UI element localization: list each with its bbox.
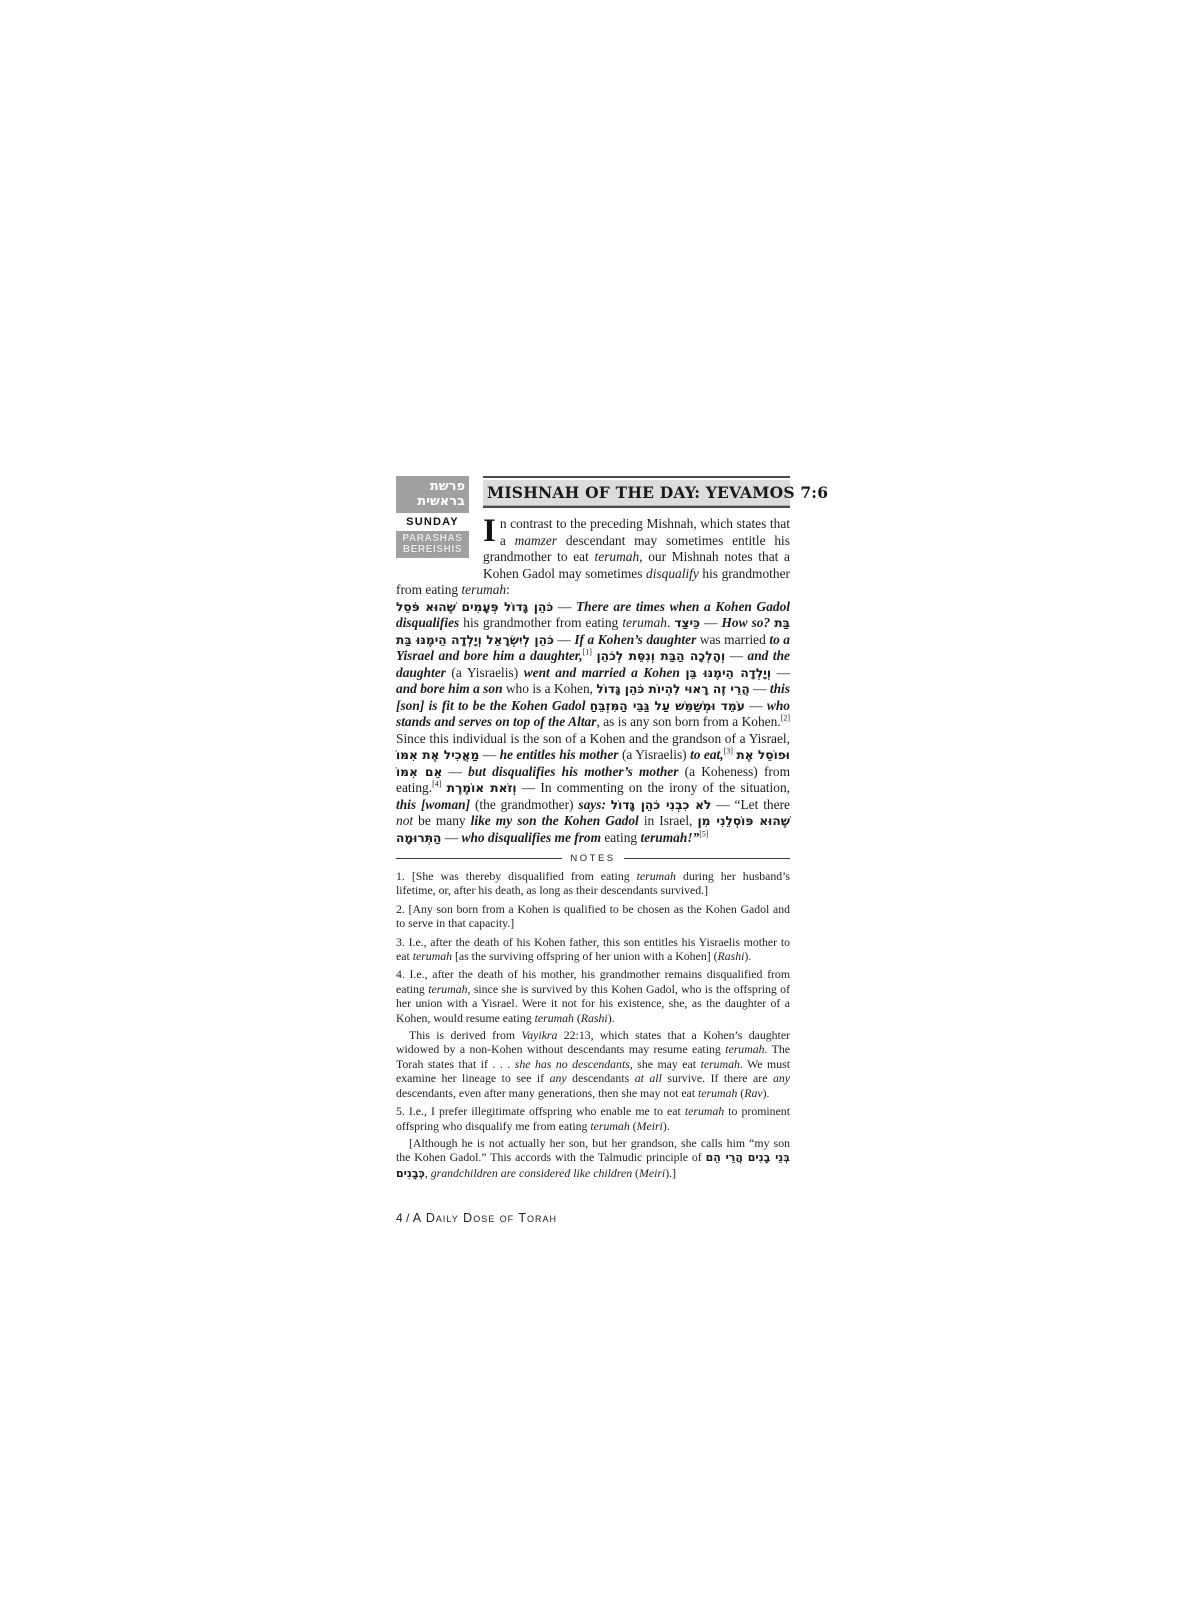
footer-book-title: A Daily Dose of Torah [412, 1211, 558, 1226]
note-item-5-continuation: [Although he is not actually her son, but her grandson, she calls him “my son the Kohen Gadol.” This accords with the Talmudic principle of בְּנֵי בָנִים הֲרֵי הֵם כְּבָנִים, grandchildren are considered like children (Meiri).] [396, 1135, 790, 1180]
parashah-english-box [396, 531, 469, 558]
notes-label: NOTES [570, 853, 616, 864]
note-item-1: 1. [She was thereby disqualified from eating terumah during her husband’s lifetime, or, after his death, as long as their descendants survived.] [396, 869, 790, 898]
footer-separator: / [402, 1211, 413, 1226]
page-content [396, 476, 829, 1226]
note-item-4: 4. I.e., after the death of his mother, his grandmother remains disqualified from eating terumah, since she is survived by this Kohen Gadol, who is the offspring of her union with a Yisrael. Were it not for his existence, she, as the daughter of a Kohen, would resume eating terumah (Rashi). [396, 967, 791, 1025]
notes-divider [396, 853, 790, 864]
parashah-english-line1: PARASHAS [402, 533, 463, 544]
parashah-hebrew-line2: בראשית [417, 494, 465, 509]
footer-page-number: 4 [396, 1211, 403, 1226]
notes-divider-rule-right [624, 858, 790, 859]
parashah-hebrew-line1: פרשת [429, 479, 465, 494]
drop-cap: I [483, 513, 496, 549]
note-item-2: 2. [Any son born from a Kohen is qualified to be chosen as the Kohen Gadol and to serve in that capacity.] [396, 901, 790, 931]
note-item-3: 3. I.e., after the death of his Kohen father, this son entitles his Yisraelis mother to eat terumah [as the surviving offspring of her union with a Kohen] (Rashi). [396, 934, 790, 964]
note-item-4-continuation: This is derived from Vayikra 22:13, which states that a Kohen’s daughter widowed by a non-Kohen without descendants may resume eating terumah. The Torah states that if . . . she has no descendants, she may eat terumah. We must examine her lineage to see if any descendants at all survive. If there are any descendants, even after many generations, then she may not eat terumah (Rav). [396, 1028, 790, 1100]
sidebar [396, 476, 469, 580]
day-label: SUNDAY [406, 516, 459, 528]
mishnah-translation-paragraph: כֹּהֵן גָּדוֹל פְּעָמִים שֶׁהוּא פֹּסֵל — There are times when a Kohen Gadol disqualifies his grandmother from eating terumah. כֵּיצַד — How so? בַּת כֹּהֵן לְיִשְׂרָאֵל וְיָלְדָה הֵימֶנּוּ בַּת — If a Kohen’s daughter was married to a Yisrael and bore him a daughter,[1] וְהָלְכָה הַבַּת וְנִסֵּת לְכֹהֵן — and the daughter (a Yisraelis) went and married a Kohen וְיָלְדָה הֵימֶנּוּ בֵּן — and bore him a son who is a Kohen, הֲרֵי זֶה רָאוּי לִהְיוֹת כֹּהֵן גָּדוֹל — this [son] is fit to be the Kohen Gadol עֹמֵד וּמְשַׁמֵּשׁ עַל גַּבֵּי הַמִּזְבֵּחַ — who stands and serves on top of the Altar, as is any son born from a Kohen.[2] Since this individual is the son of a Kohen and the grandson of a Yisrael, מַאֲכִיל אֶת אִמּוֹ — he entitles his mother (a Yisraelis) to eat,[3] וּפוֹסֵל אֶת אֵם אִמּוֹ — but disqualifies his mother’s mother (a Koheness) from eating.[4] וְזֹאת אוֹמֶרֶת — In commenting on the irony of the situation, this [woman] (the grandmother) says: לֹא כִבְנִי כֹהֵן גָּדוֹל — “Let there not be many like my son the Kohen Gadol in Israel, שֶׁהוּא פּוֹסְלֵנִי מִן הַתְּרוּמָה — who disqualifies me from eating terumah!”[5] [396, 598, 790, 845]
notes-section [396, 869, 790, 1181]
section-title-bar [483, 476, 829, 508]
intro-text: n contrast to the preceding Mishnah, which states that a mamzer descendant may sometimes entitle his grandmother to eat terumah, our Mishnah notes that a Kohen Gadol may sometimes disqualify his grandmother from eating terumah: [396, 516, 791, 597]
section-title: MISHNAH OF THE DAY: YEVAMOS 7:6 [487, 483, 829, 502]
page-footer [396, 1211, 790, 1225]
parashah-english-line2: BEREISHIS [402, 544, 463, 555]
notes-divider-rule-left [396, 858, 562, 859]
parashah-hebrew-box [396, 476, 469, 513]
note-item-5: 5. I.e., I prefer illegitimate offspring who enable me to eat terumah to prominent offspring who disqualify me from eating terumah (Meiri). [396, 1104, 790, 1133]
